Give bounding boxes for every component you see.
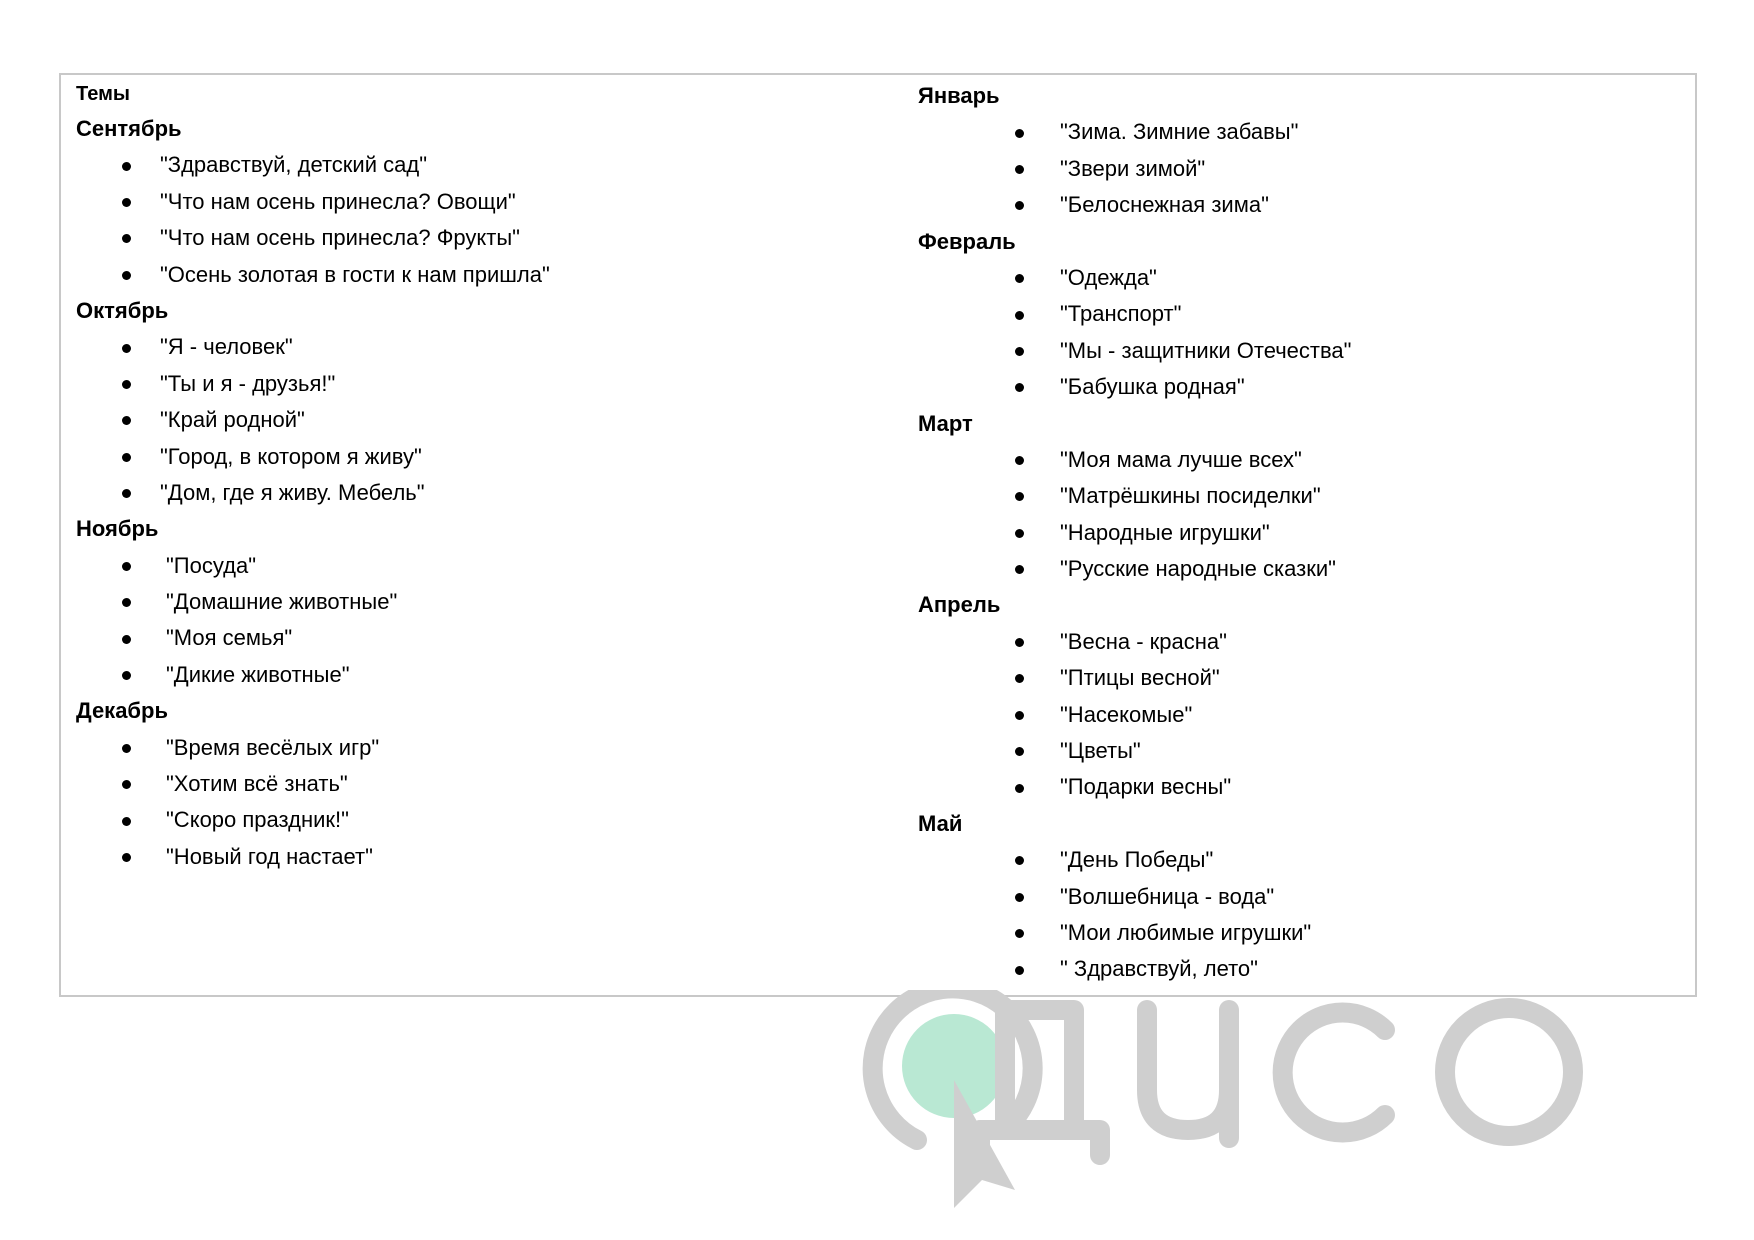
topic-list-item bbox=[918, 442, 1678, 478]
bullet-icon bbox=[1015, 711, 1024, 720]
topic-label: "Белоснежная зима" bbox=[1060, 192, 1269, 218]
bullet-icon bbox=[1015, 201, 1024, 210]
bullet-icon bbox=[1015, 529, 1024, 538]
bullet-icon bbox=[1015, 674, 1024, 683]
topic-label: "Скоро праздник!" bbox=[166, 807, 349, 833]
topic-list-item bbox=[76, 147, 896, 183]
topic-list-item bbox=[76, 220, 896, 256]
month-heading: Сентябрь bbox=[76, 116, 182, 141]
topic-label: "Здравствуй, детский сад" bbox=[160, 152, 428, 178]
topic-list-item bbox=[76, 475, 896, 511]
topic-list-item bbox=[918, 551, 1678, 587]
topic-list-item bbox=[76, 548, 896, 584]
bullet-icon bbox=[122, 671, 131, 680]
bullet-icon bbox=[122, 234, 131, 243]
bullet-icon bbox=[122, 853, 131, 862]
topic-label: "Хотим всё знать" bbox=[166, 771, 348, 797]
topic-list-item bbox=[76, 584, 896, 620]
topic-list-item bbox=[76, 802, 896, 838]
bullet-icon bbox=[122, 453, 131, 462]
topics-column-left bbox=[76, 77, 896, 875]
bullet-icon bbox=[1015, 492, 1024, 501]
bullet-icon bbox=[122, 598, 131, 607]
topic-list-item bbox=[918, 660, 1678, 696]
bullet-icon bbox=[1015, 565, 1024, 574]
month-heading: Январь bbox=[918, 83, 1000, 108]
bullet-icon bbox=[122, 162, 131, 171]
topic-label: "Край родной" bbox=[160, 407, 305, 433]
bullet-icon bbox=[1015, 274, 1024, 283]
topic-label: "Домашние животные" bbox=[166, 589, 398, 615]
topic-list-item bbox=[76, 657, 896, 693]
topic-list-item bbox=[918, 842, 1678, 878]
topic-label: "Птицы весной" bbox=[1060, 665, 1220, 691]
topic-label: "Посуда" bbox=[166, 552, 257, 578]
topic-list-item bbox=[918, 951, 1678, 987]
watermark-letter-s bbox=[1283, 1013, 1385, 1133]
topic-list-item bbox=[76, 184, 896, 220]
topic-list-item bbox=[76, 257, 896, 293]
month-heading: Май bbox=[918, 810, 963, 836]
topic-list-item bbox=[76, 439, 896, 475]
topic-list-item bbox=[918, 187, 1678, 223]
topic-list-item bbox=[918, 369, 1678, 405]
watermark-letter-o bbox=[1445, 1008, 1573, 1136]
bullet-icon bbox=[1015, 784, 1024, 793]
topic-list-item bbox=[918, 769, 1678, 805]
topic-label: "Дикие животные" bbox=[166, 661, 350, 687]
bullet-icon bbox=[122, 744, 131, 753]
month-heading: Март bbox=[918, 410, 973, 436]
topic-label: "Весна - красна" bbox=[1060, 628, 1227, 654]
bullet-icon bbox=[1015, 856, 1024, 865]
topic-label: "Мои любимые игрушки" bbox=[1060, 919, 1312, 945]
topic-label: "Новый год настает" bbox=[166, 843, 373, 869]
month-heading: Апрель bbox=[918, 592, 1001, 618]
bullet-icon bbox=[122, 489, 131, 498]
topic-list-item bbox=[76, 329, 896, 365]
bullet-icon bbox=[122, 416, 131, 425]
topic-label: "Зима. Зимние забавы" bbox=[1060, 119, 1299, 145]
topic-label: "Город, в котором я живу" bbox=[160, 443, 422, 469]
bullet-icon bbox=[1015, 966, 1024, 975]
disco-watermark-logo bbox=[855, 990, 1735, 1230]
month-heading: Ноябрь bbox=[76, 516, 159, 542]
bullet-icon bbox=[1015, 383, 1024, 392]
topic-list-item bbox=[918, 697, 1678, 733]
topic-list-item bbox=[76, 620, 896, 656]
topic-label: "Ты и я - друзья!" bbox=[160, 370, 336, 396]
topic-list-item bbox=[918, 260, 1678, 296]
bullet-icon bbox=[122, 380, 131, 389]
bullet-icon bbox=[122, 817, 131, 826]
topic-label: "Транспорт" bbox=[1060, 301, 1182, 327]
bullet-icon bbox=[122, 198, 131, 207]
month-heading: Февраль bbox=[918, 228, 1016, 254]
topic-list-item bbox=[76, 366, 896, 402]
topics-column-right bbox=[918, 78, 1678, 988]
bullet-icon bbox=[1015, 347, 1024, 356]
topic-list-item bbox=[918, 733, 1678, 769]
topic-label: "Время весёлых игр" bbox=[166, 734, 380, 760]
topic-list-item bbox=[918, 915, 1678, 951]
topic-list-item bbox=[918, 114, 1678, 150]
topic-label: " Здравствуй, лето" bbox=[1060, 956, 1258, 982]
bullet-icon bbox=[1015, 638, 1024, 647]
topic-label: "Цветы" bbox=[1060, 738, 1141, 764]
bullet-icon bbox=[122, 780, 131, 789]
topic-label: "Насекомые" bbox=[1060, 701, 1193, 727]
watermark-letter-i bbox=[1147, 1010, 1229, 1138]
bullet-icon bbox=[1015, 456, 1024, 465]
topic-label: "Что нам осень принесла? Овощи" bbox=[160, 188, 516, 214]
month-heading: Октябрь bbox=[76, 297, 169, 323]
topic-list-item bbox=[76, 402, 896, 438]
month-heading: Декабрь bbox=[76, 698, 168, 724]
topic-label: "Звери зимой" bbox=[1060, 155, 1206, 181]
topic-label: "Я - человек" bbox=[160, 334, 293, 360]
topic-label: "Дом, где я живу. Мебель" bbox=[160, 479, 425, 505]
topic-label: "Волшебница - вода" bbox=[1060, 883, 1275, 909]
topic-list-item bbox=[918, 624, 1678, 660]
bullet-icon bbox=[1015, 893, 1024, 902]
bullet-icon bbox=[122, 271, 131, 280]
topic-label: "Моя семья" bbox=[166, 625, 293, 651]
bullet-icon bbox=[122, 635, 131, 644]
topic-label: "Что нам осень принесла? Фрукты" bbox=[160, 225, 520, 251]
bullet-icon bbox=[1015, 129, 1024, 138]
topic-list-item bbox=[76, 730, 896, 766]
topic-list-item bbox=[76, 839, 896, 875]
bullet-icon bbox=[1015, 929, 1024, 938]
bullet-icon bbox=[122, 344, 131, 353]
bullet-icon bbox=[1015, 311, 1024, 320]
topic-label: "Бабушка родная" bbox=[1060, 374, 1245, 400]
topic-label: "Осень золотая в гости к нам пришла" bbox=[160, 261, 550, 287]
topic-label: "Подарки весны" bbox=[1060, 774, 1232, 800]
topic-list-item bbox=[918, 296, 1678, 332]
topic-list-item bbox=[918, 879, 1678, 915]
topic-list-item bbox=[76, 766, 896, 802]
topics-table bbox=[59, 73, 1697, 997]
topic-label: "Русские народные сказки" bbox=[1060, 556, 1336, 582]
topic-label: "Матрёшкины посиделки" bbox=[1060, 483, 1321, 509]
table-title: Темы bbox=[76, 83, 130, 105]
topic-list-item bbox=[918, 515, 1678, 551]
topic-list-item bbox=[918, 151, 1678, 187]
topic-label: "Одежда" bbox=[1060, 264, 1157, 290]
topic-list-item bbox=[918, 333, 1678, 369]
topic-label: "Мы - защитники Отечества" bbox=[1060, 337, 1352, 363]
bullet-icon bbox=[1015, 747, 1024, 756]
topic-label: "Моя мама лучше всех" bbox=[1060, 446, 1302, 472]
bullet-icon bbox=[122, 562, 131, 571]
bullet-icon bbox=[1015, 165, 1024, 174]
topic-label: "Народные игрушки" bbox=[1060, 519, 1270, 545]
topic-list-item bbox=[918, 478, 1678, 514]
topic-label: "День Победы" bbox=[1060, 847, 1214, 873]
